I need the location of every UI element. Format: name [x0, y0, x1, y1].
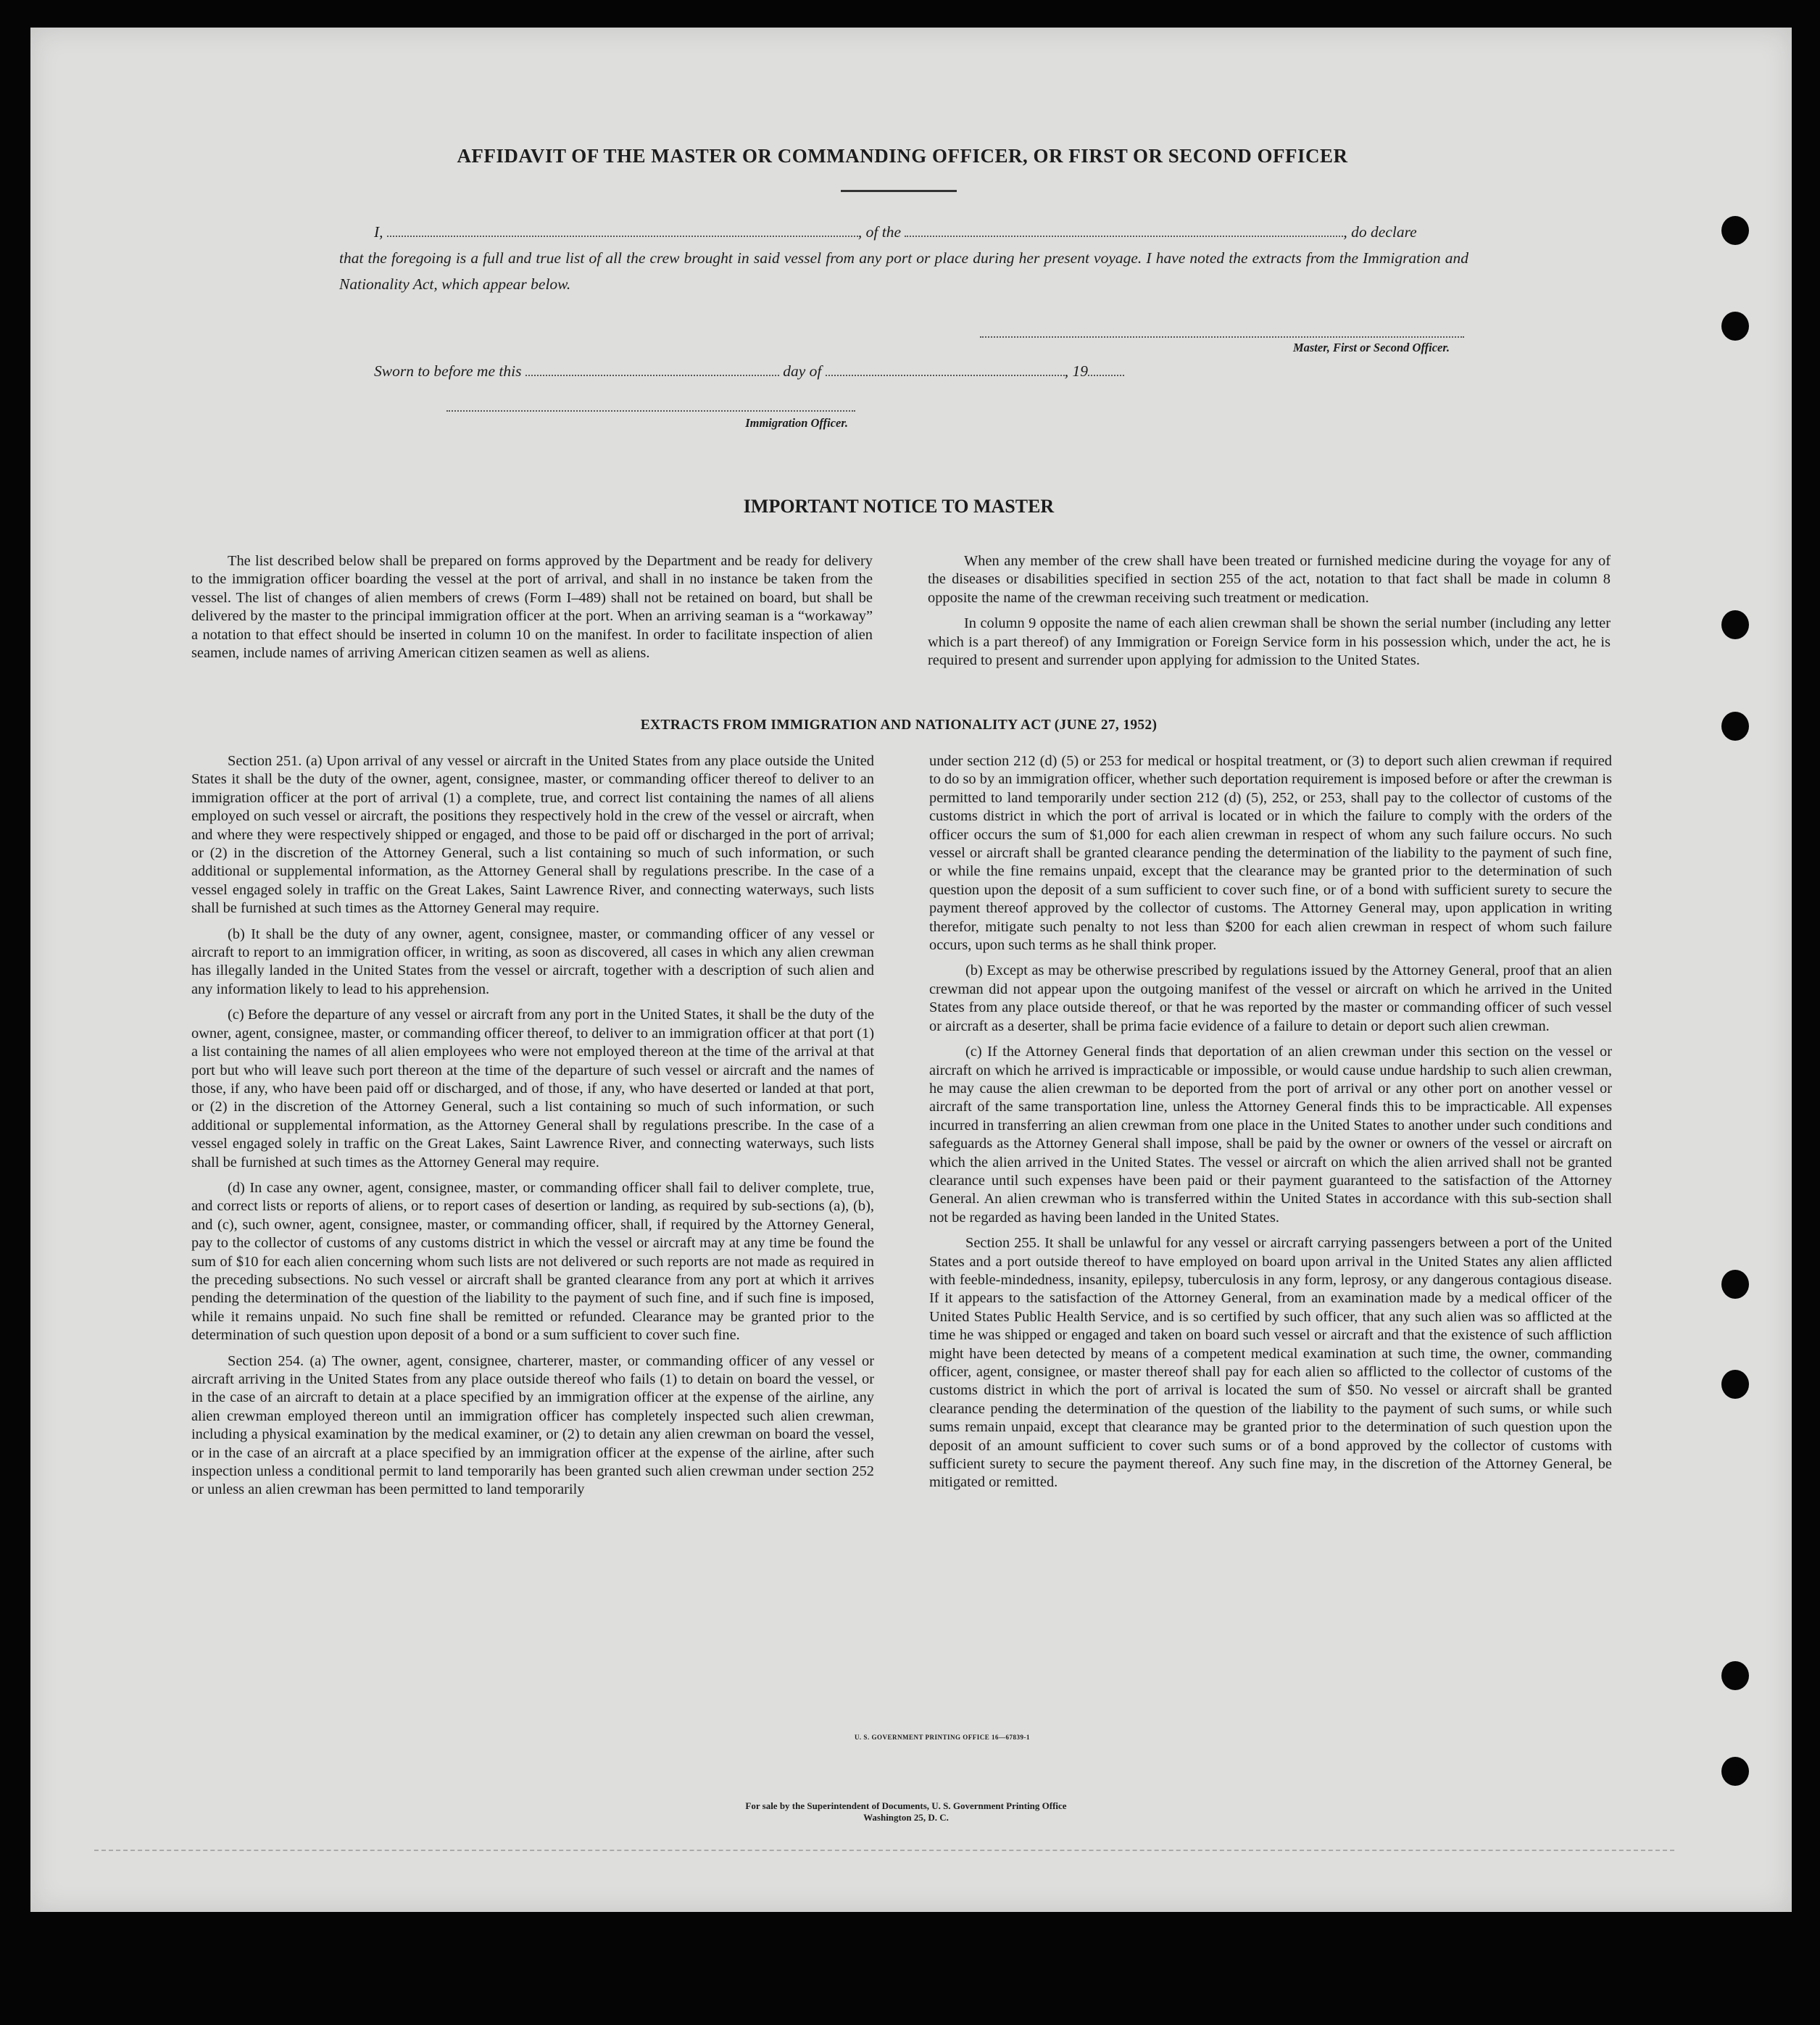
statute-paragraph: (b) It shall be the duty of any owner, agent, consignee, master, or commanding officer of any vessel or aircraft to report to an immigration officer, in writing, as soon as discovered, all cases in which any alien crewman has illegally landed in the United States from the vessel or aircraft, together with a description of such alien and any information likely to lead to his apprehension.: [191, 926, 874, 997]
sale-notice: [565, 1800, 1247, 1824]
statute-paragraph: Section 254. (a) The owner, agent, consignee, charterer, master, or commanding officer of any vessel or aircraft arriving in the United States from any place outside thereof who fails (1) to detain on board the vessel, or in the case of an aircraft to detain at a place specified by an immigration officer at the expense of the airline, any alien crewman employed thereon until an immigration officer has completely inspected such alien crewman, including a physical examination by the medical examiner, or (2) to detain any alien crewman on board the vessel, or in the case of an aircraft at a place specified by an immigration officer at the expense of the airline, after such inspection unless a conditional permit to land temporarily has been granted such alien crewman under section 252 or unless an alien crewman has been permitted to land temporarily: [191, 1352, 874, 1498]
notice-left-column: [191, 552, 873, 670]
year-label: , 19: [1064, 362, 1088, 380]
sworn-label: Sworn to before me this: [374, 362, 522, 380]
i-label: I,: [374, 223, 383, 241]
sworn-day-field[interactable]: [525, 360, 779, 376]
sworn-line: [374, 358, 1244, 384]
statute-paragraph: (d) In case any owner, agent, consignee, master, or commanding officer shall fail to deliver complete, true, and correct lists or reports of aliens, or to report cases of desertion or landing, as required by sub-sections (a), (b), and (c), such owner, agent, consignee, master, or commanding officer, shall, if required by the Attorney General, pay to the collector of customs of any customs district in which the vessel or aircraft may at any time be found the sum of $10 for each alien concerning whom such lists are not delivered or such reports are not made as required in the preceding subsections. No such vessel or aircraft shall be granted clearance from any port at which it arrives pending the determination of the question of the liability to the payment of such fine, and if such fine is imposed, while it remains unpaid. No such fine shall be remitted or refunded. Clearance may be granted prior to the determination of such question upon deposit of a bond or a sum sufficient to cover such fine.: [191, 1179, 874, 1344]
binder-hole: [1721, 312, 1749, 341]
statute-paragraph: (c) If the Attorney General finds that deportation of an alien crewman under this section on the vessel or aircraft on which he arrived is impracticable or impossible, or would cause undue hardship to such alien crewman, he may cause the alien crewman to be deported from the port of arrival or any other port on another vessel or aircraft of the same transportation line, unless the Attorney General finds this to be impracticable. All expenses incurred in transferring an alien crewman from one place in the United States to another under such conditions and safeguards as the Attorney General shall impose, shall be paid by the owner or owners of the vessel or aircraft on which the alien arrived in the United States. The vessel or aircraft on which the alien arrived shall not be granted clearance until such expenses have been paid or their payment guaranteed to the satisfaction of the Attorney General. An alien crewman who is transferred within the United States in accordance with this sub-section shall not be regarded as having been landed in the United States.: [929, 1044, 1612, 1226]
officer-signature-line[interactable]: [446, 410, 855, 412]
sale-line-1: For sale by the Superintendent of Documents, U. S. Government Printing Office: [745, 1800, 1067, 1811]
do-declare-label: , do declare: [1343, 223, 1417, 241]
title-rule: [841, 190, 957, 192]
binder-hole: [1721, 712, 1749, 741]
day-of-label: day of: [783, 362, 822, 380]
notice-right-paragraph: When any member of the crew shall have been treated or furnished medicine during the voyage for any of the diseases or disabilities specified in section 255 of the act, notation to that fact shall be made in column 8 opposite the name of the crewman receiving such treatment or medication.: [928, 553, 1611, 606]
notice-right-column: [928, 552, 1611, 677]
sworn-month-field[interactable]: [826, 360, 1065, 376]
declaration-text: that the foregoing is a full and true list of all the crew brought in said vessel from any port or place during her present voyage. I have noted the extracts from the Immigration and Nationality Act, which appear below.: [339, 249, 1468, 293]
statute-paragraph: under section 212 (d) (5) or 253 for medical or hospital treatment, or (3) to deport such alien crewman if required to do so by an immigration officer, whether such deportation requirement is imposed before or after the crewman is permitted to land temporarily under section 212 (d) (5), 252, or 253, shall pay to the collector of customs of the customs district in which the port of arrival is located or in which the failure to comply with the orders of the officer occurs the sum of $1,000 for each alien crewman in respect of whom any such failure occurs. No such vessel or aircraft shall be granted clearance pending the determination of the liability to the payment of such fine, or while the fine remains unpaid, except that the clearance may be granted prior to the determination of such question upon the deposit of a sum sufficient to cover such fine, or of a bond with sufficient surety to secure the payment thereof approved by the collector of customs. The Attorney General may, upon application in writing therefor, mitigate such penalty to not less than $200 for each alien crewman in respect of whom such failure occurs, upon such terms as he shall think proper.: [929, 753, 1612, 954]
master-caption: Master, First or Second Officer.: [1292, 341, 1450, 354]
sworn-year-field[interactable]: [1088, 360, 1124, 376]
master-signature-line[interactable]: [980, 336, 1464, 338]
sale-line-2: Washington 25, D. C.: [863, 1812, 949, 1823]
binder-hole: [1721, 610, 1749, 639]
notice-right-paragraph: In column 9 opposite the name of each alien crewman shall be shown the serial number (including any letter which is a part thereof) of any Immigration or Foreign Service form in his possession which, under the act, he is required to present and surrender upon applying for admission to the United States.: [928, 615, 1611, 669]
notice-left-paragraph: The list described below shall be prepared on forms approved by the Department and be ready for delivery to the immigration officer boarding the vessel at the port of arrival, and shall in no instance be taken from the vessel. The list of changes of alien members of crews (Form I–489) shall not be retained on board, but shall be delivered by the master to the principal immigration officer at the port. When an arriving seaman is a “workaway” a notation to that effect should be inserted in column 10 on the manifest. In order to facilitate inspection of alien seamen, include names of arriving American citizen seamen as well as aliens.: [191, 553, 873, 662]
statute-paragraph: (c) Before the departure of any vessel or aircraft from any port in the United States, it shall be the duty of the owner, agent, consignee, master, or commanding officer thereof, to deliver to an immigration officer at that port (1) a list containing the names of all alien employees who were not employed thereon at the time of the arrival at that port but who will leave such port thereon at the time of the departure of such vessel or aircraft and the names of those, if any, who have been paid off or discharged, and of those, if any, who have deserted or landed at that port, or (2) in the discretion of the Attorney General, such a list containing so much of such information, or such additional or supplemental information, as the Attorney General shall by regulations prescribe. In the case of a vessel engaged solely in traffic on the Great Lakes, Saint Lawrence River, and connecting waterways, such lists shall be furnished at such times as the Attorney General may require.: [191, 1007, 874, 1170]
binder-hole: [1721, 1370, 1749, 1399]
statute-paragraph: Section 255. It shall be unlawful for any vessel or aircraft carrying passengers between a port of the United States and a port outside thereof to have employed on board upon arrival in the United States any alien afflicted with feeble-mindedness, insanity, epilepsy, tuberculosis in any form, leprosy, or any dangerous contagious disease. If it appears to the satisfaction of the Attorney General, from an examination made by a medical officer of the United States Public Health Service, and is so certified by such officer, that any such alien was so afflicted at the time he was shipped or engaged and taken on board such vessel or aircraft and that the existence of such affliction might have been detected by means of a competent medical examination at such time, the owner, commanding officer, agent, consignee, or master thereof shall pay for each alien so afflicted to the collector of customs of the customs district in which the port of arrival is located the sum of $50. No vessel or aircraft shall be granted clearance pending the determination of the question of the liability to the payment of such sums, or while such sums remain unpaid, except that clearance may be granted prior to the determination of such question upon the deposit of an amount sufficient to cover such sums or of a bond approved by the collector of customs with sufficient surety to secure the payment thereof. Any such fine may, in the discretion of the Attorney General, be mitigated or remitted.: [929, 1235, 1612, 1491]
statute-paragraph: (b) Except as may be otherwise prescribed by regulations issued by the Attorney General, proof that an alien crewman did not appear upon the outgoing manifest of the vessel or aircraft on which he arrived in the United States from any place outside thereof, or that he was reported by the master or commanding officer of such vessel or aircraft as a deserter, shall be prima facie evidence of a failure to detain or deport such alien crewman.: [929, 962, 1612, 1034]
binder-hole: [1721, 1270, 1749, 1299]
bleed-through-line: [94, 1850, 1674, 1851]
affidavit-title: AFFIDAVIT OF THE MASTER OR COMMANDING OFFICER, OR FIRST OR SECOND OFFICER: [457, 145, 1348, 167]
declaration-line: [374, 219, 1468, 245]
name-field[interactable]: [387, 221, 858, 237]
statute-paragraph: Section 251. (a) Upon arrival of any vessel or aircraft in the United States from any place outside the United States it shall be the duty of the owner, agent, consignee, master, or commanding officer thereof to deliver to an immigration officer at the port of arrival (1) a complete, true, and correct list containing the names of all aliens employed on such vessel or aircraft, the positions they respectively hold in the crew of the vessel or aircraft, when and where they were respectively shipped or engaged, and those to be paid off or discharged in the port of arrival; or (2) in the discretion of the Attorney General, such a list containing so much of such information, or such additional or supplemental information, as the Attorney General shall by regulations prescribe. In the case of a vessel engaged solely in traffic on the Great Lakes, Saint Lawrence River, and connecting waterways, such lists shall be furnished at such times as the Attorney General may require.: [191, 753, 874, 917]
binder-hole: [1721, 216, 1749, 245]
officer-caption: Immigration Officer.: [745, 416, 848, 430]
of-the-label: , of the: [857, 223, 902, 241]
printing-office-imprint: U. S. GOVERNMENT PRINTING OFFICE 16—67839-1: [854, 1734, 1031, 1741]
notice-title: IMPORTANT NOTICE TO MASTER: [743, 496, 1055, 517]
extracts-left-column: [191, 752, 874, 1507]
vessel-field[interactable]: [905, 221, 1343, 237]
binder-hole: [1721, 1757, 1749, 1786]
extracts-title: EXTRACTS FROM IMMIGRATION AND NATIONALITY ACT (JUNE 27, 1952): [640, 718, 1158, 733]
extracts-right-column: [929, 752, 1612, 1500]
binder-hole: [1721, 1661, 1749, 1690]
